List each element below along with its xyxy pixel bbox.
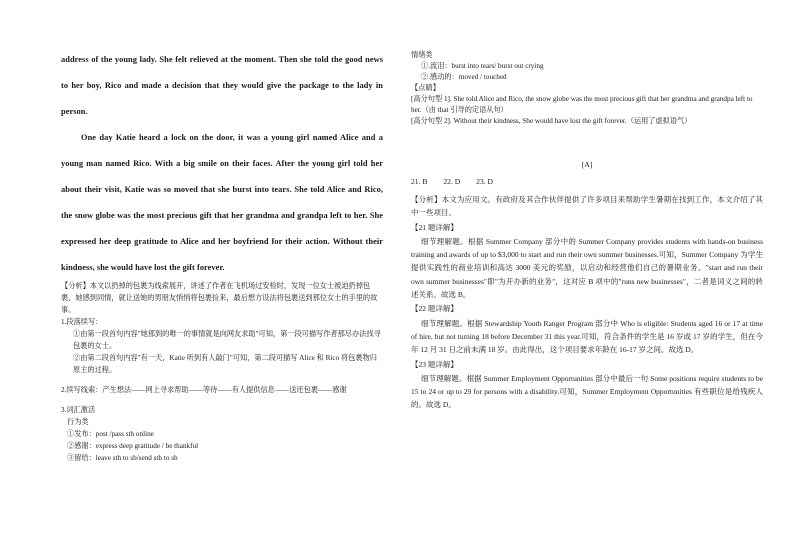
story-text [61, 47, 383, 281]
outline-title: 1.段落续写： [61, 318, 103, 326]
highlight-sentence-1: [高分句型 1]. She told Alice and Rico, the snow globe was the most precious gift that her grandma and grandpa left to her.（由 that 引导的定语从句） [411, 95, 753, 114]
q21-explanation: 细节理解题。根据 Summer Company 部分中的 Summer Company provides students with hands-on business training and awards of up to $3,000 to start and run their own summer businesses.可知，Summer Company 为学生提供实践性的商业培训和高达 3000 美元的奖励，以启动和经营他们自己的暑期业务。"start and run their own summer businesses"即"为开办新的业务"，这对应 B 项中的"runs new businesses"，二者是词义之间的转述关系。故选 B。 [411, 236, 763, 300]
q23-explanation: 细节理解题。根据 Summer Employment Opportunities 部分中最后一句 Some positions require students to be 15 to 24 or up to 29 for persons with a disability.可知，Summer Employment Opportunities 有些职位是给残疾人的。故选 D。 [411, 373, 763, 410]
clue-line: 2.续写线索：产生想法——网上寻求帮助——等待——有人提供信息——送还包裹——感谢 [61, 386, 347, 394]
section-label: [A] [581, 160, 593, 169]
q21-heading: 【21 题详解】 [411, 222, 458, 232]
emotion-item: ①.流泪：burst into tears/ burst out crying [421, 62, 544, 70]
outline-point-1: ①由第一段首句内容"她那到的唯一的事情就是向网友求助"可知，第一段可描写作者那尽办法找寻包裹的女士。 [73, 330, 381, 350]
emotion-item: ②.感动的：moved / touched [421, 73, 507, 81]
vocab-title: 3.词汇激活 [61, 406, 96, 414]
explanations [411, 193, 763, 412]
vocab-continued [411, 50, 763, 127]
q22-heading: 【22 题详解】 [411, 304, 458, 314]
vocab-item: ①发布：post /pass sth online [67, 430, 154, 438]
vocab-item: ③留给：leave sth to sb/send sth to sb [67, 454, 178, 462]
story-paragraph-2: One day Katie heard a lock on the door, it was a young girl named Alice and a young man named Rico. With a big smile on their faces. After the young girl told her about their visit, Katie was so moved that she burst into tears. She told Alice and Rico, the snow globe was the most precious gift that her grandma and grandpa left to her. She expressed her deep gratitude to Alice and her boyfriend for their action. Without their kindness, she would have lost the gift forever. [61, 133, 383, 272]
vocab-subtitle: 行为类 [67, 418, 89, 426]
emotion-title: 情绪类 [411, 51, 433, 59]
answer-21: 21. B [411, 177, 428, 186]
passage-analysis: 【分析】本文为应用文。有政府及其合作伙伴提供了许多项目来帮助学生暑期在找到工作，本文介绍了其中一些项目。 [411, 195, 763, 218]
answer-22: 22. D [443, 177, 461, 186]
story-paragraph-1: address of the young lady. She felt relieved at the moment. Then she told the good news to her boy, Rico and made a decision that they would give the package to the lady in person. [61, 55, 383, 116]
essay-analysis [61, 280, 383, 464]
q23-heading: 【23 题详解】 [411, 359, 458, 369]
analysis-text: 【分析】本文以扔掉的包裹为线索展开，讲述了作者在飞机场过安检时，发现一位女士被迫扔掉包裹，她感到同情，就让送她的男朋友悄悄将包裹捡来，最后想方设法将包裹送到那位女士的手里的故事。 [61, 282, 378, 314]
highlight-title: 【点睛】 [411, 84, 440, 92]
answer-key [411, 177, 763, 186]
highlight-sentence-2: [高分句型 2]. Without their kindness, She would have lost the gift forever.（运用了虚拟语气） [411, 117, 692, 125]
vocab-item: ②感谢：express deep gratitude / be thankful [67, 442, 199, 450]
outline-point-2: ②由第二段首句内容"有一天，Katie 听到有人敲门"可知，第二段可描写 Alice 和 Rico 将包裹物归原主的过程。 [73, 354, 377, 374]
answer-23: 23. D [476, 177, 494, 186]
q22-explanation: 细节理解题。根据 Stewardship Youth Ranger Program 部分中 Who is eligible: Students aged 16 or 17 at time of hire, but not turning 18 before December 31 this year.可知，符合条件的学生是 16 岁或 17 岁的学生，但在今年 12 月 31 日之前未满 18 岁。由此得出，这个项目要求年龄在 16-17 岁之间。故选 D。 [411, 318, 763, 355]
